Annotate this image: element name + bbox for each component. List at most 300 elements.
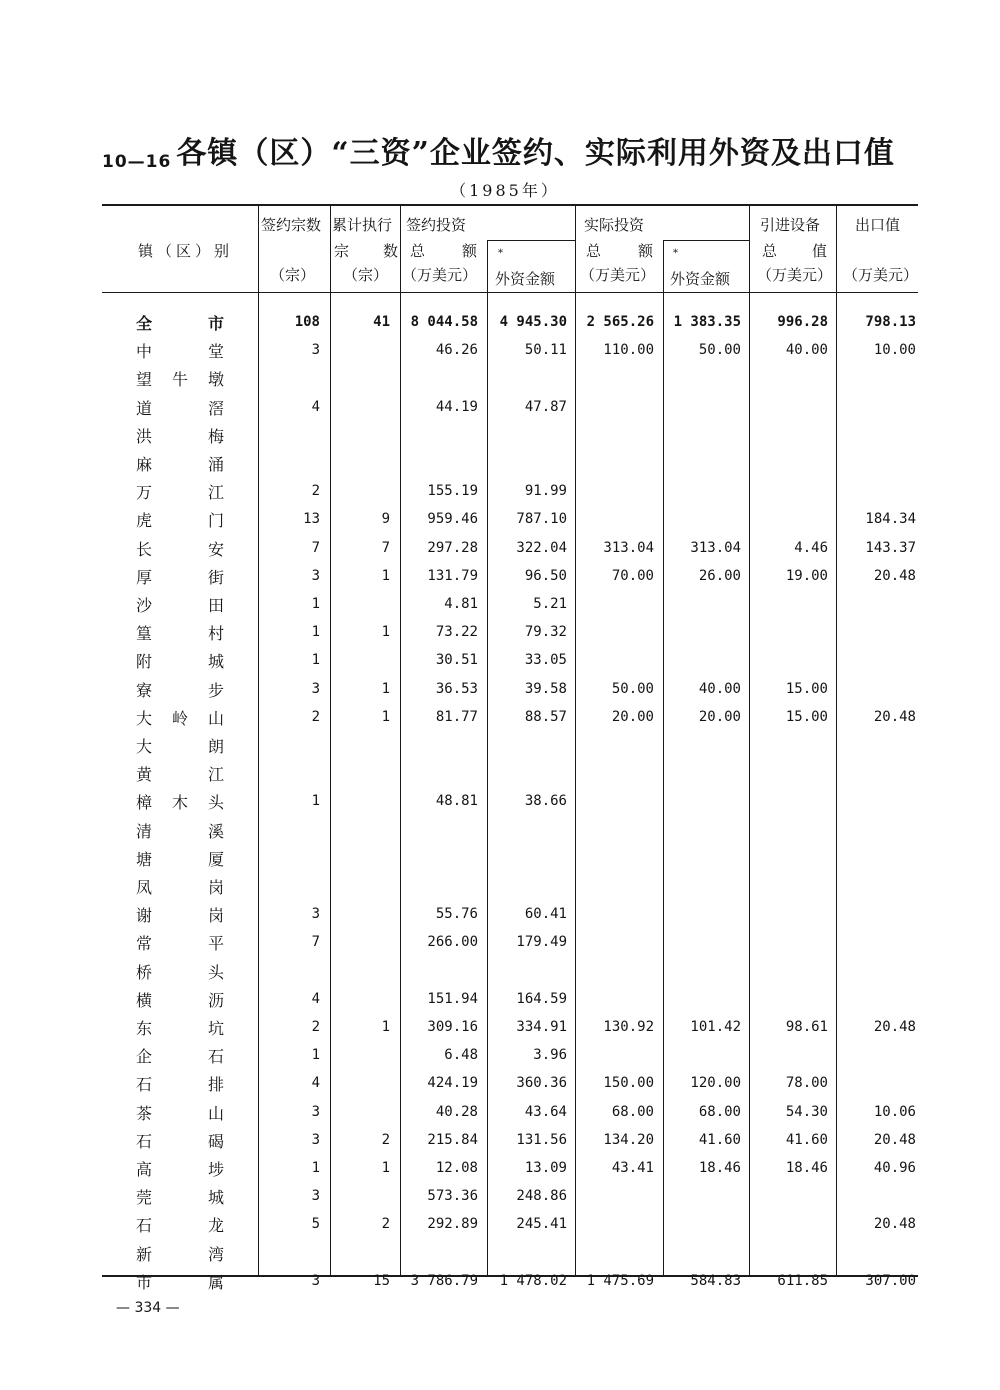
table-title [102, 128, 922, 172]
table-cell: 584.83 [690, 1273, 741, 1289]
table-cell [332, 988, 390, 1010]
table-cell [750, 847, 828, 869]
table-cell [332, 1072, 390, 1094]
header-actual-invest: 实际投资 [584, 216, 645, 234]
table-cell: 7 [381, 540, 390, 556]
table-cell [750, 960, 828, 982]
table-cell [574, 903, 654, 925]
table-cell: 798.13 [865, 314, 916, 330]
table-cell [574, 649, 654, 671]
row-label-char: 溪 [207, 821, 224, 841]
table-cell [260, 875, 320, 897]
table-cell: 15.00 [785, 681, 828, 697]
footnote-star: * [498, 248, 503, 259]
table-cell [840, 367, 916, 389]
table-cell: 20.00 [611, 709, 654, 725]
table-year: （1985年） [450, 181, 560, 200]
table-cell [574, 931, 654, 953]
table-cell: 8 044.58 [410, 314, 478, 330]
table-cell: 101.42 [690, 1019, 741, 1035]
table-cell [398, 960, 478, 982]
table-cell [332, 790, 390, 812]
header-equip-unit: （万美元） [757, 266, 833, 284]
table-cell [840, 734, 916, 756]
table-cell: 4.46 [794, 540, 828, 556]
table-cell [574, 988, 654, 1010]
table-cell [574, 452, 654, 474]
row-label-char: 长 [135, 539, 152, 559]
table-cell [398, 762, 478, 784]
row-label [135, 480, 225, 502]
footnote-star: * [673, 248, 678, 259]
col-line [258, 206, 259, 1276]
row-label-char: 横 [135, 990, 152, 1010]
table-cell [487, 960, 567, 982]
table-cell [260, 819, 320, 841]
row-label-char: 附 [135, 651, 152, 671]
table-cell [574, 396, 654, 418]
header-executed-unit: （宗） [343, 266, 389, 284]
row-label-char: 沥 [207, 990, 224, 1010]
table-cell [750, 593, 828, 615]
table-cell: 150.00 [603, 1075, 654, 1091]
row-label-char: 龙 [207, 1215, 224, 1235]
table-cell: 20.00 [698, 709, 741, 725]
table-cell: 334.91 [516, 1019, 567, 1035]
table-cell: 4.81 [444, 596, 478, 612]
row-label [135, 1101, 225, 1123]
table-cell: 41.60 [698, 1132, 741, 1148]
table-cell: 41.60 [785, 1132, 828, 1148]
table-cell: 50.11 [524, 342, 567, 358]
table-cell [398, 367, 478, 389]
row-label [135, 1129, 225, 1151]
table-cell: 20.48 [873, 1216, 916, 1232]
row-label [135, 1270, 225, 1292]
table-cell [260, 452, 320, 474]
table-cell [332, 847, 390, 869]
row-label-char: 朗 [207, 736, 224, 756]
table-cell: 91.99 [524, 483, 567, 499]
table-cell [750, 396, 828, 418]
col-line [330, 206, 331, 1276]
table-cell [840, 1044, 916, 1066]
table-cell: 54.30 [785, 1104, 828, 1120]
table-cell [750, 1044, 828, 1066]
row-label [135, 367, 225, 389]
table-cell: 26.00 [698, 568, 741, 584]
row-label-char: 头 [207, 792, 224, 812]
row-label-char: 安 [207, 539, 224, 559]
row-label-char: 江 [207, 482, 224, 502]
row-label-char: 墩 [207, 369, 224, 389]
row-label-char: 寮 [135, 680, 152, 700]
table-cell [398, 424, 478, 446]
table-cell [661, 621, 741, 643]
row-label-char: 沙 [135, 595, 152, 615]
row-label-char: 常 [135, 933, 152, 953]
row-label-char: 黄 [135, 764, 152, 784]
table-cell [574, 424, 654, 446]
table-cell [750, 903, 828, 925]
table-title-text: 各镇（区）“三资”企业签约、实际利用外资及出口值 [176, 136, 895, 171]
table-cell: 78.00 [785, 1075, 828, 1091]
table-cell [840, 593, 916, 615]
row-label-char: 清 [135, 821, 152, 841]
table-cell [750, 480, 828, 502]
table-cell [661, 1242, 741, 1264]
table-cell [574, 847, 654, 869]
table-cell [574, 480, 654, 502]
table-cell: 40.28 [435, 1104, 478, 1120]
table-cell [840, 480, 916, 502]
table-cell: 3 [311, 342, 320, 358]
row-label-char: 新 [135, 1244, 152, 1264]
table-cell: 130.92 [603, 1019, 654, 1035]
table-cell: 43.41 [611, 1160, 654, 1176]
header-equip: 引进设备 [760, 216, 821, 234]
table-cell: 41 [373, 314, 390, 330]
row-label [135, 762, 225, 784]
table-cell [840, 875, 916, 897]
row-label-char: 道 [135, 398, 152, 418]
table-cell: 20.48 [873, 568, 916, 584]
table-cell: 5 [311, 1216, 320, 1232]
row-label [135, 678, 225, 700]
table-cell: 50.00 [698, 342, 741, 358]
table-cell: 309.16 [427, 1019, 478, 1035]
row-label-char: 堂 [207, 341, 224, 361]
table-cell [332, 903, 390, 925]
table-cell [260, 424, 320, 446]
table-cell: 2 [311, 709, 320, 725]
table-cell [661, 593, 741, 615]
table-cell [840, 931, 916, 953]
row-label-char: 山 [207, 1103, 224, 1123]
row-label [135, 847, 225, 869]
table-cell [574, 875, 654, 897]
table-cell [840, 847, 916, 869]
table-cell: 70.00 [611, 568, 654, 584]
header-executed: 累计执行 [332, 216, 393, 234]
header-signed-invest: 签约投资 [406, 216, 467, 234]
table-cell: 2 [381, 1216, 390, 1232]
table-cell [661, 452, 741, 474]
row-label-char: 街 [207, 567, 224, 587]
table-cell: 73.22 [435, 624, 478, 640]
header-signed-total-b: 额 [462, 242, 478, 260]
table-cell [750, 1213, 828, 1235]
table-cell: 4 [311, 399, 320, 415]
table-cell: 215.84 [427, 1132, 478, 1148]
table-cell: 360.36 [516, 1075, 567, 1091]
row-label [135, 960, 225, 982]
table-cell [840, 790, 916, 812]
row-label-char: 门 [207, 510, 224, 530]
table-cell [574, 819, 654, 841]
row-label [135, 396, 225, 418]
table-cell [661, 988, 741, 1010]
row-label [135, 649, 225, 671]
table-cell [750, 790, 828, 812]
actual-invest-subrule [663, 240, 749, 241]
table-cell [332, 480, 390, 502]
row-label-char: 篁 [135, 623, 152, 643]
table-cell: 38.66 [524, 793, 567, 809]
table-cell [332, 649, 390, 671]
table-cell [750, 508, 828, 530]
row-label-char: 岭 [171, 708, 188, 728]
table-cell: 110.00 [603, 342, 654, 358]
table-cell [332, 1242, 390, 1264]
header-actual-foreign: 外资金额 [670, 270, 731, 288]
table-cell [574, 593, 654, 615]
table-cell: 1 478.02 [499, 1273, 567, 1289]
row-label [135, 311, 225, 333]
signed-invest-subrule [487, 240, 575, 241]
table-cell [574, 960, 654, 982]
table-cell: 611.85 [777, 1273, 828, 1289]
table-cell [840, 649, 916, 671]
table-cell [398, 875, 478, 897]
table-cell [574, 762, 654, 784]
table-cell: 40.96 [873, 1160, 916, 1176]
row-label [135, 819, 225, 841]
table-cell [750, 988, 828, 1010]
table-cell [840, 762, 916, 784]
header-actual-total-b: 额 [638, 242, 654, 260]
row-label-char: 石 [135, 1131, 152, 1151]
table-cell: 179.49 [516, 934, 567, 950]
table-cell: 13.09 [524, 1160, 567, 1176]
row-label-char: 茶 [135, 1103, 152, 1123]
row-label-char: 埗 [207, 1159, 224, 1179]
table-cell [840, 424, 916, 446]
table-cell: 297.28 [427, 540, 478, 556]
row-label-char: 坑 [207, 1018, 224, 1038]
table-cell: 20.48 [873, 1132, 916, 1148]
table-cell [487, 452, 567, 474]
row-label-char: 属 [207, 1272, 224, 1292]
row-label [135, 1185, 225, 1207]
row-label-char: 头 [207, 962, 224, 982]
table-cell [840, 1242, 916, 1264]
table-cell: 313.04 [690, 540, 741, 556]
table-cell: 3.96 [533, 1047, 567, 1063]
header-region: 镇（区）别 [138, 242, 234, 260]
table-cell [332, 367, 390, 389]
col-line [836, 206, 837, 1276]
table-cell [840, 621, 916, 643]
table-cell: 3 [311, 1273, 320, 1289]
table-cell [661, 819, 741, 841]
table-cell: 131.79 [427, 568, 478, 584]
row-label-char: 莞 [135, 1187, 152, 1207]
table-cell: 248.86 [516, 1188, 567, 1204]
table-cell [487, 819, 567, 841]
table-cell: 68.00 [611, 1104, 654, 1120]
table-cell [574, 621, 654, 643]
row-label-char: 虎 [135, 510, 152, 530]
table-cell: 9 [381, 511, 390, 527]
row-label-char: 中 [135, 341, 152, 361]
table-cell [332, 1185, 390, 1207]
row-label [135, 593, 225, 615]
header-signed-count-unit: （宗） [270, 266, 316, 284]
table-cell: 43.64 [524, 1104, 567, 1120]
table-cell: 18.46 [785, 1160, 828, 1176]
row-label [135, 424, 225, 446]
table-cell: 18.46 [698, 1160, 741, 1176]
table-cell: 3 [311, 1188, 320, 1204]
table-cell: 4 945.30 [499, 314, 567, 330]
table-cell [332, 960, 390, 982]
header-equip-total-b: 值 [812, 242, 828, 260]
table-cell: 1 [311, 652, 320, 668]
row-label-char: 企 [135, 1046, 152, 1066]
table-cell [661, 931, 741, 953]
table-cell [661, 424, 741, 446]
table-cell: 313.04 [603, 540, 654, 556]
table-cell [750, 1242, 828, 1264]
row-label-char: 厦 [207, 849, 224, 869]
header-actual-total-a: 总 [586, 242, 602, 260]
header-export-unit: （万美元） [843, 266, 919, 284]
row-label-char: 木 [171, 792, 188, 812]
table-cell [332, 1044, 390, 1066]
table-cell: 1 [381, 1019, 390, 1035]
table-cell [661, 903, 741, 925]
table-cell [260, 762, 320, 784]
row-label-char: 牛 [171, 369, 188, 389]
table-cell: 3 [311, 568, 320, 584]
table-cell: 4 [311, 1075, 320, 1091]
table-cell: 40.00 [785, 342, 828, 358]
row-label-char: 大 [135, 736, 152, 756]
table-cell [840, 960, 916, 982]
table-cell: 50.00 [611, 681, 654, 697]
table-cell [574, 790, 654, 812]
row-label [135, 1157, 225, 1179]
row-label [135, 1213, 225, 1235]
table-cell [398, 819, 478, 841]
table-cell: 44.19 [435, 399, 478, 415]
row-label [135, 706, 225, 728]
table-cell: 1 [311, 596, 320, 612]
table-cell: 15 [373, 1273, 390, 1289]
table-cell [260, 1242, 320, 1264]
row-label-char: 麻 [135, 454, 152, 474]
table-cell: 3 [311, 906, 320, 922]
table-cell: 20.48 [873, 709, 916, 725]
table-cell [661, 367, 741, 389]
row-label-char: 凤 [135, 877, 152, 897]
table-cell [332, 931, 390, 953]
row-label-char: 市 [207, 313, 224, 333]
table-cell: 1 [311, 1047, 320, 1063]
header-signed-total-a: 总 [410, 242, 426, 260]
table-cell [574, 1242, 654, 1264]
row-label-char: 厚 [135, 567, 152, 587]
table-cell [661, 960, 741, 982]
table-cell: 151.94 [427, 991, 478, 1007]
table-cell: 292.89 [427, 1216, 478, 1232]
row-label-char: 岗 [207, 877, 224, 897]
table-cell: 959.46 [427, 511, 478, 527]
row-label [135, 875, 225, 897]
header-executed-b1: 宗 [334, 242, 350, 260]
row-label-char: 石 [135, 1215, 152, 1235]
table-cell [661, 480, 741, 502]
table-cell [332, 593, 390, 615]
table-cell: 3 [311, 1132, 320, 1148]
table-cell: 19.00 [785, 568, 828, 584]
table-cell [750, 1185, 828, 1207]
row-label-char: 碣 [207, 1131, 224, 1151]
table-cell: 20.48 [873, 1019, 916, 1035]
table-cell [840, 1185, 916, 1207]
row-label-char: 塘 [135, 849, 152, 869]
page-number: — 334 — [116, 1300, 180, 1316]
table-cell: 1 [311, 624, 320, 640]
row-label-char: 望 [135, 369, 152, 389]
table-cell [574, 1044, 654, 1066]
table-cell [750, 424, 828, 446]
table-cell [661, 875, 741, 897]
table-cell [574, 734, 654, 756]
table-cell: 1 383.35 [673, 314, 741, 330]
table-cell: 30.51 [435, 652, 478, 668]
row-label-char: 谢 [135, 905, 152, 925]
table-cell [487, 875, 567, 897]
table-cell [661, 734, 741, 756]
table-cell [332, 762, 390, 784]
row-label-char: 梅 [207, 426, 224, 446]
row-label [135, 1016, 225, 1038]
table-cell: 40.00 [698, 681, 741, 697]
row-label-char: 万 [135, 482, 152, 502]
table-cell: 7 [311, 540, 320, 556]
table-cell: 15.00 [785, 709, 828, 725]
table-cell [260, 960, 320, 982]
table-cell: 68.00 [698, 1104, 741, 1120]
table-cell: 424.19 [427, 1075, 478, 1091]
header-export: 出口值 [855, 216, 901, 234]
table-cell: 1 [381, 681, 390, 697]
table-cell: 2 [311, 483, 320, 499]
table-cell: 245.41 [516, 1216, 567, 1232]
row-label-char: 石 [135, 1074, 152, 1094]
row-label [135, 1242, 225, 1264]
table-cell [750, 367, 828, 389]
table-cell: 266.00 [427, 934, 478, 950]
table-cell [840, 452, 916, 474]
row-label [135, 339, 225, 361]
table-cell: 996.28 [777, 314, 828, 330]
row-label-char: 全 [135, 313, 152, 333]
table-cell: 2 565.26 [586, 314, 654, 330]
table-cell: 3 [311, 1104, 320, 1120]
table-cell [487, 847, 567, 869]
row-label-char: 平 [207, 933, 224, 953]
table-cell [661, 649, 741, 671]
table-cell: 36.53 [435, 681, 478, 697]
table-cell [840, 1072, 916, 1094]
table-cell [487, 762, 567, 784]
table-cell: 108 [294, 314, 320, 330]
row-label-char: 田 [207, 595, 224, 615]
table-cell [661, 847, 741, 869]
